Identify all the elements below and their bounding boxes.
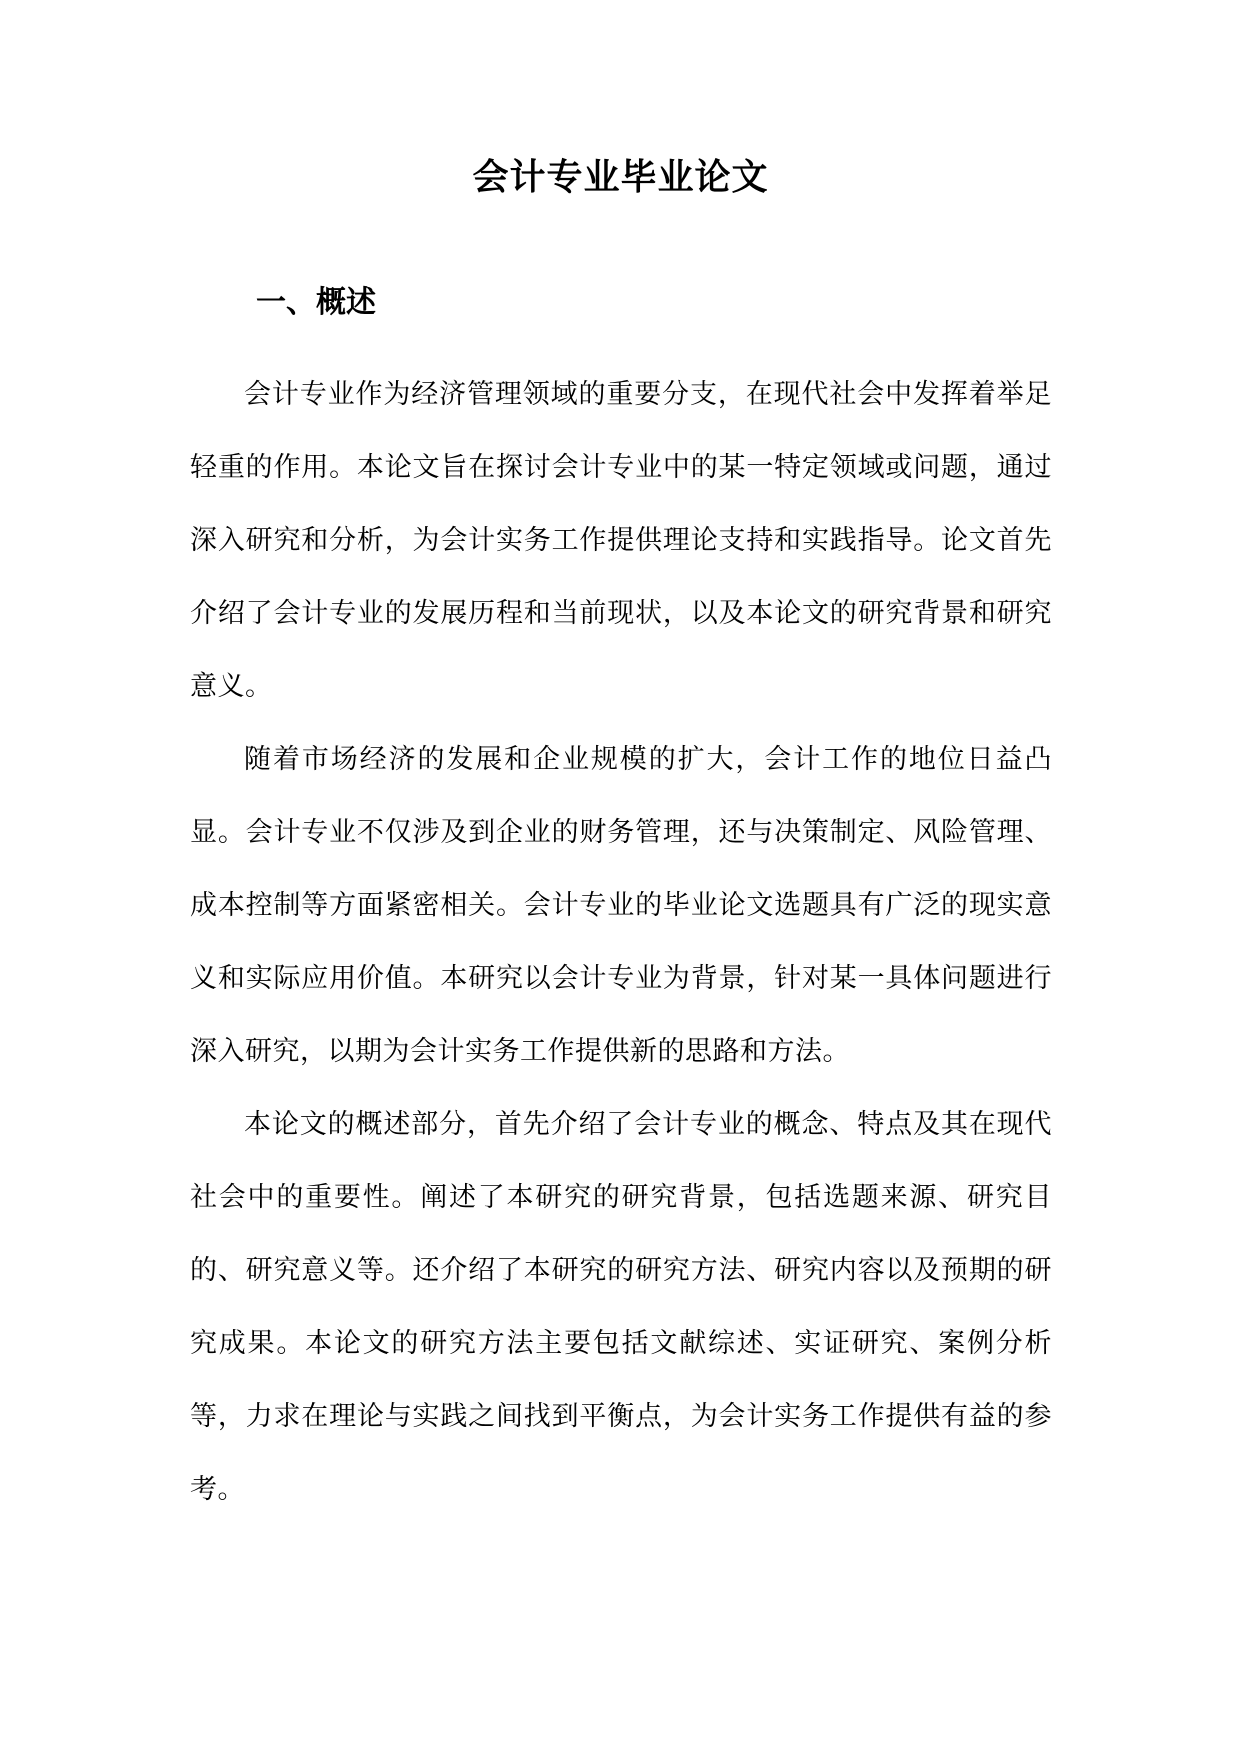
body-text (190, 358, 1052, 1526)
document-title: 会计专业毕业论文 (472, 157, 769, 198)
paragraph-2: 随着市场经济的发展和企业规模的扩大，会计工作的地位日益凸显。会计专业不仅涉及到企业的财务管理，还与决策制定、风险管理、成本控制等方面紧密相关。会计专业的毕业论文选题具有广泛的现实意义和实际应用价值。本研究以会计专业为背景，针对某一具体问题进行深入研究，以期为会计实务工作提供新的思路和方法。 (190, 744, 1052, 1067)
paragraph-3: 本论文的概述部分，首先介绍了会计专业的概念、特点及其在现代社会中的重要性。阐述了本研究的研究背景，包括选题来源、研究目的、研究意义等。还介绍了本研究的研究方法、研究内容以及预期的研究成果。本论文的研究方法主要包括文献综述、实证研究、案例分析等，力求在理论与实践之间找到平衡点，为会计实务工作提供有益的参考。 (190, 1109, 1052, 1505)
paragraph-1: 会计专业作为经济管理领域的重要分支，在现代社会中发挥着举足轻重的作用。本论文旨在探讨会计专业中的某一特定领域或问题，通过深入研究和分析，为会计实务工作提供理论支持和实践指导。论文首先介绍了会计专业的发展历程和当前现状，以及本论文的研究背景和研究意义。 (190, 379, 1052, 702)
section-heading-overview: 一、概述 (256, 285, 376, 320)
